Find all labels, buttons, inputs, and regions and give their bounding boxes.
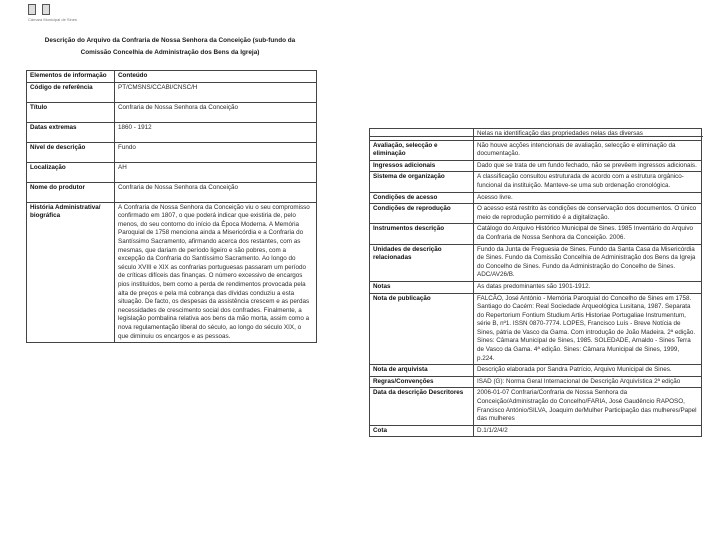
row-value: Confraria de Nossa Senhora da Conceição (115, 102, 317, 122)
row-value: Conteúdo (115, 71, 317, 83)
table-row (370, 160, 702, 172)
logo-shield-icon (42, 4, 50, 15)
left-page-section (26, 70, 318, 356)
table-row (370, 376, 702, 388)
row-label: Regras/Convenções (370, 376, 474, 388)
row-label: Condições de reprodução (370, 204, 474, 224)
row-value: Acesso livre. (474, 192, 702, 204)
row-label: Unidades de descrição relacionadas (370, 244, 474, 281)
row-value: 2006-01-07 Confraria/Confraria de Nossa Senhora da Conceição/Administração do Concelho/FARIA, José Gaudêncio RAPOSO, Francisco António/SILVA, Joaquim de/Mulher Participação das mulheres/Papel das mulheres (474, 388, 702, 425)
table-row (370, 140, 702, 160)
row-label: Datas extremas (27, 122, 115, 142)
document-title (25, 35, 315, 59)
row-value: Descrição elaborada por Sandra Patrício, Arquivo Municipal de Sines. (474, 365, 702, 377)
left-description-table (26, 70, 317, 343)
table-row (370, 425, 702, 437)
right-description-table (369, 128, 702, 437)
row-label: Data da descrição Descritores (370, 388, 474, 425)
table-row (370, 224, 702, 244)
row-value: O acesso está restrito às condições de conservação dos documentos. O único meio de reprodução permitido é a digitalização. (474, 204, 702, 224)
row-label: Nível de descrição (27, 142, 115, 162)
row-label: Sistema de organização (370, 172, 474, 192)
table-row (27, 202, 317, 343)
row-value: As datas predominantes são 1901-1912. (474, 281, 702, 293)
row-value: Não houve acções intencionais de avaliação, selecção e eliminação da documentação. (474, 140, 702, 160)
row-value: Fundo (115, 142, 317, 162)
row-label: Nota de arquivista (370, 365, 474, 377)
row-value: A Confraria de Nossa Senhora da Conceição viu o seu compromisso confirmado em 1807, o que poderá indicar que existiria de, pelo menos, do seu contorno do início da Época Moderna. A Memória Paroquial de 1758 menciona ainda a Misericórdia e a Confraria do Santíssimo Sacramento, afirmando acerca dos restantes, com as mesmas, que dariam de período ligeiro e são pobres, com a excepção da Confraria do Santíssimo Sacramento. Ao longo do século XVIII e XIX as confrarias portuguesas passaram um período de críticas difíceis das finanças. O número excessivo de encargos pios instituídos, bem como a perda de rendimentos provocada pela alta de preços e pela má cobrança das dívidas conduziu a esta situação. De facto, os despesas da assistência crescem e as perdas necessidades de crescimento social dos confrades. Finalmente, a legislação pombalina relativa aos bens da mão morta, assim como a nova regulamentação liberal do século, ao longo do século XIX, o que diminuiu os encargos e as pessoas. (115, 202, 317, 343)
row-value: Confraria de Nossa Senhora da Conceição (115, 182, 317, 202)
title-line-1: Descrição do Arquivo da Confraria de Nossa Senhora da Conceição (sub-fundo da (44, 37, 296, 44)
row-value: A classificação consultou estruturada de acordo com a estrutura orgânico-funcional da instituição. Manteve-se uma sub ordenação cronológica. (474, 172, 702, 192)
row-value: Catálogo do Arquivo Histórico Municipal de Sines. 1985 Inventário do Arquivo da Confraria de Nossa Senhora da Conceição. 2006. (474, 224, 702, 244)
row-label (370, 129, 474, 141)
row-value: PT/CMSNS/CCABI/CNSC/H (115, 82, 317, 102)
table-row (370, 293, 702, 365)
row-value: 1860 - 1912 (115, 122, 317, 142)
row-label: Elementos de informação (27, 71, 115, 83)
table-row (370, 388, 702, 425)
row-label: Notas (370, 281, 474, 293)
right-page-section (369, 130, 703, 540)
table-row (370, 192, 702, 204)
row-value: AH (115, 162, 317, 182)
municipal-logo (28, 4, 77, 24)
row-label: Condições de acesso (370, 192, 474, 204)
row-label: Ingressos adicionais (370, 160, 474, 172)
row-label: Localização (27, 162, 115, 182)
table-row (370, 129, 702, 141)
row-value: FALCÃO, José António - Memória Paroquial do Concelho de Sines em 1758. Santiago do Cacém: Real Sociedade Arqueológica Lusitana, 1987. Separata do Repertorium Fontium Studium Artis Historiae Portugaliae Instrumentum, série B, nº1. ISSN 0870-7774. LOPES, Francisco Luís - Breve Notícia de Sines, pátria de Vasco da Gama. Com introdução de João Madeira. 2ª edição. Sines: Câmara Municipal de Sines, 1985. SOLEDADE, Arnaldo - Sines Terra de Vasco da Gama. 4ª edição. Sines: Câmara Municipal de Sines, 1999, p.224. (474, 293, 702, 365)
row-value: Dado que se trata de um fundo fechado, não se prevêem ingressos adicionais. (474, 160, 702, 172)
table-row (370, 244, 702, 281)
logo-shield-icon (28, 4, 36, 15)
table-row (370, 172, 702, 192)
row-label: Nome do produtor (27, 182, 115, 202)
row-label: Título (27, 102, 115, 122)
table-row (27, 82, 317, 102)
table-row (27, 182, 317, 202)
table-row (27, 162, 317, 182)
table-row (27, 102, 317, 122)
row-label: Cota (370, 425, 474, 437)
row-label: Instrumentos descrição (370, 224, 474, 244)
table-row (370, 204, 702, 224)
row-value: D.1/1/2/4/2 (474, 425, 702, 437)
row-value: ISAD (G): Norma Geral Internacional de Descrição Arquivística 2ª edição (474, 376, 702, 388)
title-line-2: Comissão Concelhia de Administração dos Bens da Igreja) (80, 49, 260, 56)
row-label: Nota de publicação (370, 293, 474, 365)
table-row (27, 122, 317, 142)
row-label: Avaliação, selecção e eliminação (370, 140, 474, 160)
row-value: Fundo da Junta de Freguesia de Sines. Fundo da Santa Casa da Misericórdia de Sines. Fundo da Comissão Concelhia de Administração dos Bens da Igreja do Concelho de Sines. Fundo da Administração do Concelho de Sines. ADC/AV26/B. (474, 244, 702, 281)
row-value: Nelas na identificação das propriedades nelas das diversas (474, 129, 702, 141)
logo-caption: Câmara Municipal de Sines (28, 17, 77, 22)
table-row (27, 142, 317, 162)
row-label: Código de referência (27, 82, 115, 102)
table-row (370, 365, 702, 377)
table-row (370, 281, 702, 293)
row-label: História Administrativa/ biográfica (27, 202, 115, 343)
table-row (27, 71, 317, 83)
